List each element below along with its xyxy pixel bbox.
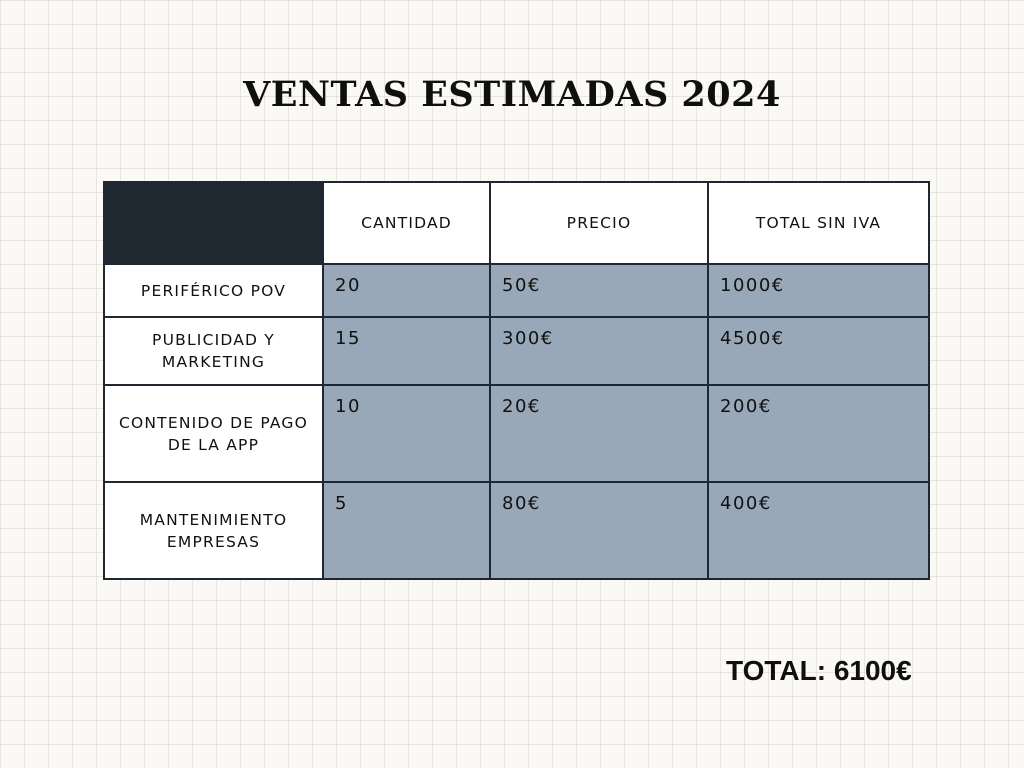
column-header-total-sin-iva: TOTAL SIN IVA <box>708 182 929 264</box>
table-corner-cell <box>104 182 323 264</box>
page-title: VENTAS ESTIMADAS 2024 <box>243 74 781 115</box>
cell-precio: 300€ <box>490 317 708 385</box>
column-header-cantidad: CANTIDAD <box>323 182 490 264</box>
row-label: CONTENIDO DE PAGO DE LA APP <box>104 385 323 482</box>
table-row <box>104 482 929 579</box>
cell-precio: 80€ <box>490 482 708 579</box>
table-row <box>104 385 929 482</box>
cell-total: 400€ <box>708 482 929 579</box>
row-label: PUBLICIDAD Y MARKETING <box>104 317 323 385</box>
cell-precio: 20€ <box>490 385 708 482</box>
cell-total: 4500€ <box>708 317 929 385</box>
row-label: MANTENIMIENTO EMPRESAS <box>104 482 323 579</box>
row-label: PERIFÉRICO POV <box>104 264 323 317</box>
cell-cantidad: 10 <box>323 385 490 482</box>
cell-cantidad: 15 <box>323 317 490 385</box>
cell-cantidad: 5 <box>323 482 490 579</box>
sales-table <box>103 181 930 580</box>
table-header-row <box>104 182 929 264</box>
cell-total: 1000€ <box>708 264 929 317</box>
table-row <box>104 317 929 385</box>
grand-total: TOTAL: 6100€ <box>726 655 912 686</box>
cell-cantidad: 20 <box>323 264 490 317</box>
cell-total: 200€ <box>708 385 929 482</box>
cell-precio: 50€ <box>490 264 708 317</box>
table-row <box>104 264 929 317</box>
column-header-precio: PRECIO <box>490 182 708 264</box>
